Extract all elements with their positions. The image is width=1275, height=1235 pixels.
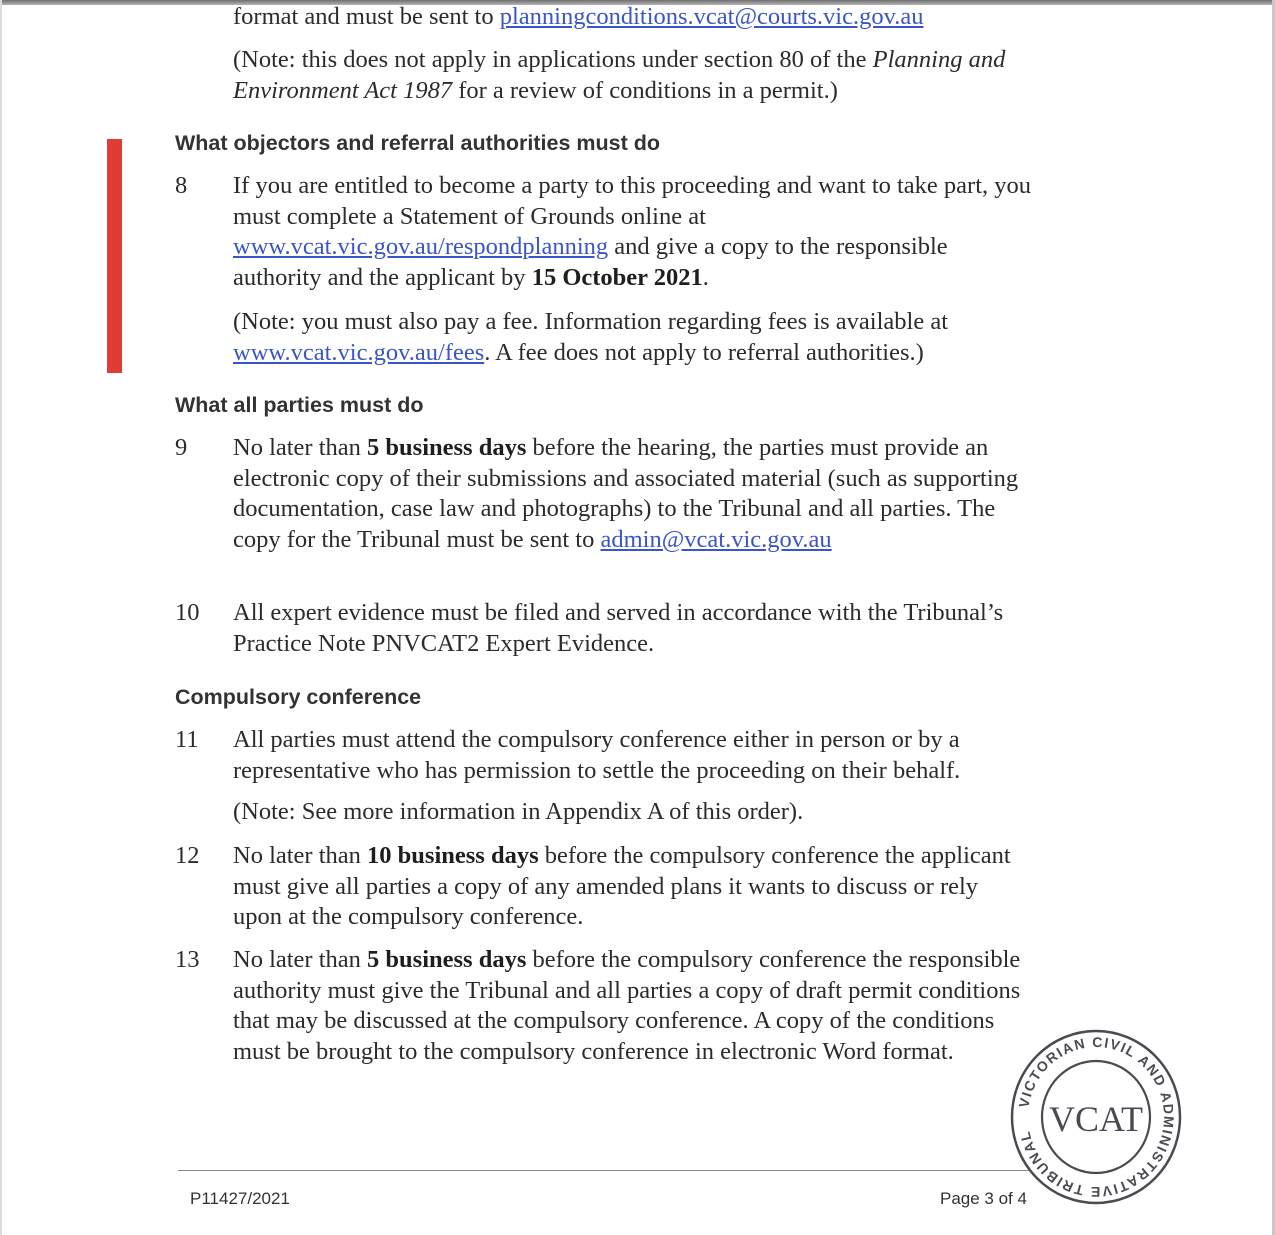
item-11-text: All parties must attend the compulsory conference either in person or by a representative who has permission to settle the proceeding on their behalf. <box>233 726 961 784</box>
heading-parties: What all parties must do <box>175 393 424 417</box>
page-number: Page 3 of 4 <box>940 1189 1027 1208</box>
seal-center-text: VCAT <box>1048 1099 1144 1139</box>
intro-note: (Note: this does not apply in applications under section 80 of the Planning and Environment Act 1987 for a review of conditions in a permit.) <box>233 46 1006 104</box>
planning-conditions-email-link[interactable]: planningconditions.vcat@courts.vic.gov.au <box>499 3 924 30</box>
item-9-text: No later than 5 business days before the hearing, the parties must provide an electronic copy of their submissions and associated material (such as supporting documentation, case law and photographs) to the Tribunal and all parties. The copy for the Tribunal must be sent to admin@vcat.vic.gov.au <box>233 434 1019 553</box>
case-number: P11427/2021 <box>190 1189 290 1208</box>
item-12-text: No later than 10 business days before the compulsory conference the applicant must give all parties a copy of any amended plans it wants to discuss or rely upon at the compulsory conference. <box>233 842 1011 930</box>
deadline-date: 15 October 2021 <box>531 263 703 291</box>
respond-planning-link[interactable]: www.vcat.vic.gov.au/respondplanning <box>233 233 609 260</box>
item-8-text: If you are entitled to become a party to this proceeding and want to take part, you must complete a Statement of Grounds online at www.vcat.vic.gov.au/respondplanning and give a copy to the responsible authority and the applicant by 15 October 2021. <box>233 172 1032 291</box>
fees-link[interactable]: www.vcat.vic.gov.au/fees <box>233 338 485 366</box>
item-11-note: (Note: See more information in Appendix A of this order). <box>233 798 804 825</box>
heading-objectors: What objectors and referral authorities must do <box>175 131 661 155</box>
item-10-text: All expert evidence must be filed and served in accordance with the Tribunal’s Practice Note PNVCAT2 Expert Evidence. <box>233 599 1004 657</box>
item-number-8: 8 <box>175 172 188 199</box>
item-number-12: 12 <box>175 842 200 869</box>
seal-ring-text: VICTORIAN CIVIL AND ADMINISTRATIVE TRIBUNAL <box>1015 1033 1178 1201</box>
item-number-9: 9 <box>175 434 188 461</box>
item-number-10: 10 <box>175 599 200 626</box>
item-number-13: 13 <box>175 946 200 973</box>
footer-rule <box>178 1170 1030 1171</box>
item-13-text: No later than 5 business days before the compulsory conference the responsible authority must give the Tribunal and all parties a copy of draft permit conditions that may be discussed at the compulsory conference. A copy of the conditions must be brought to the compulsory conference in electronic Word format. <box>233 946 1021 1065</box>
vcat-seal-stamp <box>1006 1024 1186 1210</box>
scan-left-edge <box>0 0 2 1235</box>
item-number-11: 11 <box>175 726 199 753</box>
item-8-note: (Note: you must also pay a fee. Information regarding fees is available at www.vcat.vic.gov.au/fees. A fee does not apply to referral authorities.) <box>233 308 949 366</box>
admin-email-link[interactable]: admin@vcat.vic.gov.au <box>600 525 832 553</box>
act-name: Planning and Environment Act 1987 <box>233 46 1006 104</box>
margin-change-bar <box>107 139 122 373</box>
intro-continuation: format and must be sent to planningconditions.vcat@courts.vic.gov.au <box>233 3 924 30</box>
heading-compulsory-conference: Compulsory conference <box>175 685 422 709</box>
